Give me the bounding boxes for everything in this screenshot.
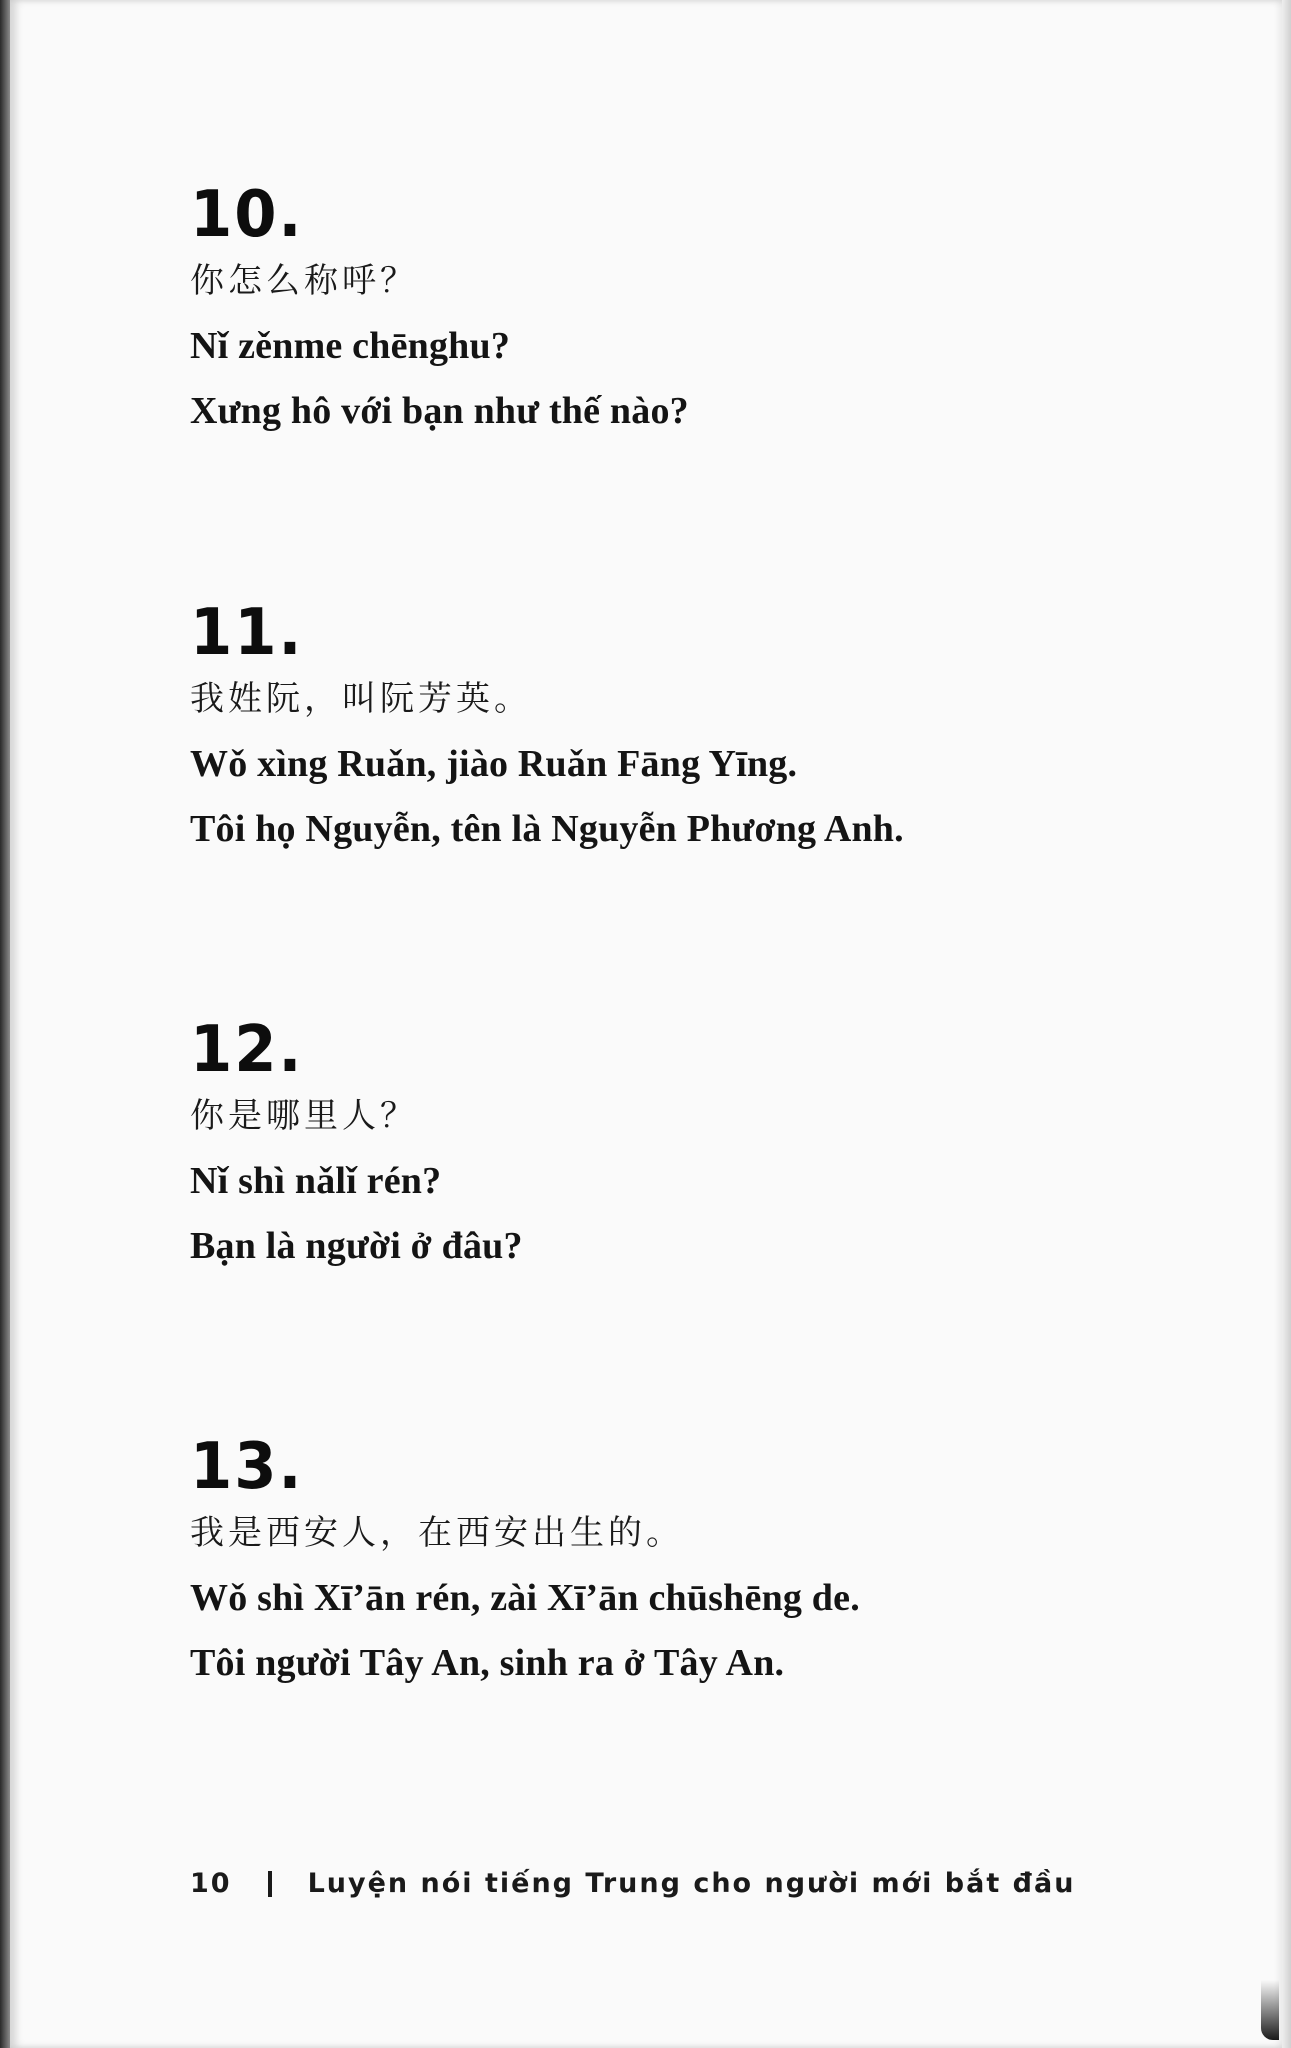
chinese-text: 你是哪里人？: [190, 1096, 418, 1136]
page-corner-mark: [1261, 1980, 1279, 2040]
book-title: Luyện nói tiếng Trung cho người mới bắt đầu: [307, 1868, 1076, 1899]
pinyin-text: Nǐ shì nǎlǐ rén?: [190, 1160, 442, 1202]
phrase-entry-13: [190, 1432, 1090, 1702]
vietnamese-text: Tôi người Tây An, sinh ra ở Tây An.: [190, 1642, 785, 1684]
phrase-entry-11: [190, 598, 1090, 868]
chinese-text: 你怎么称呼？: [190, 261, 418, 301]
phrase-entry-10: [190, 180, 1090, 450]
page-number: 10: [190, 1868, 232, 1899]
vietnamese-text: Tôi họ Nguyễn, tên là Nguyễn Phương Anh.: [190, 808, 904, 850]
entry-number: 10.: [190, 178, 304, 252]
entry-number: 11.: [190, 596, 304, 670]
pinyin-text: Wǒ xìng Ruǎn, jiào Ruǎn Fāng Yīng.: [190, 743, 798, 785]
page-edge: [1282, 0, 1291, 2048]
entry-number: 13.: [190, 1430, 304, 1504]
pinyin-text: Wǒ shì Xī’ān rén, zài Xī’ān chūshēng de.: [190, 1577, 860, 1619]
entry-number: 12.: [190, 1013, 304, 1087]
footer-divider: [268, 1871, 272, 1897]
vietnamese-text: Xưng hô với bạn như thế nào?: [190, 390, 689, 432]
book-spine-shadow: [0, 0, 10, 2048]
pinyin-text: Nǐ zěnme chēnghu?: [190, 325, 511, 367]
phrase-entry-12: [190, 1015, 1090, 1285]
chinese-text: 我姓阮，叫阮芳英。: [190, 679, 532, 719]
chinese-text: 我是西安人，在西安出生的。: [190, 1513, 684, 1553]
vietnamese-text: Bạn là người ở đâu?: [190, 1225, 523, 1267]
page-footer: [190, 1868, 1075, 1899]
